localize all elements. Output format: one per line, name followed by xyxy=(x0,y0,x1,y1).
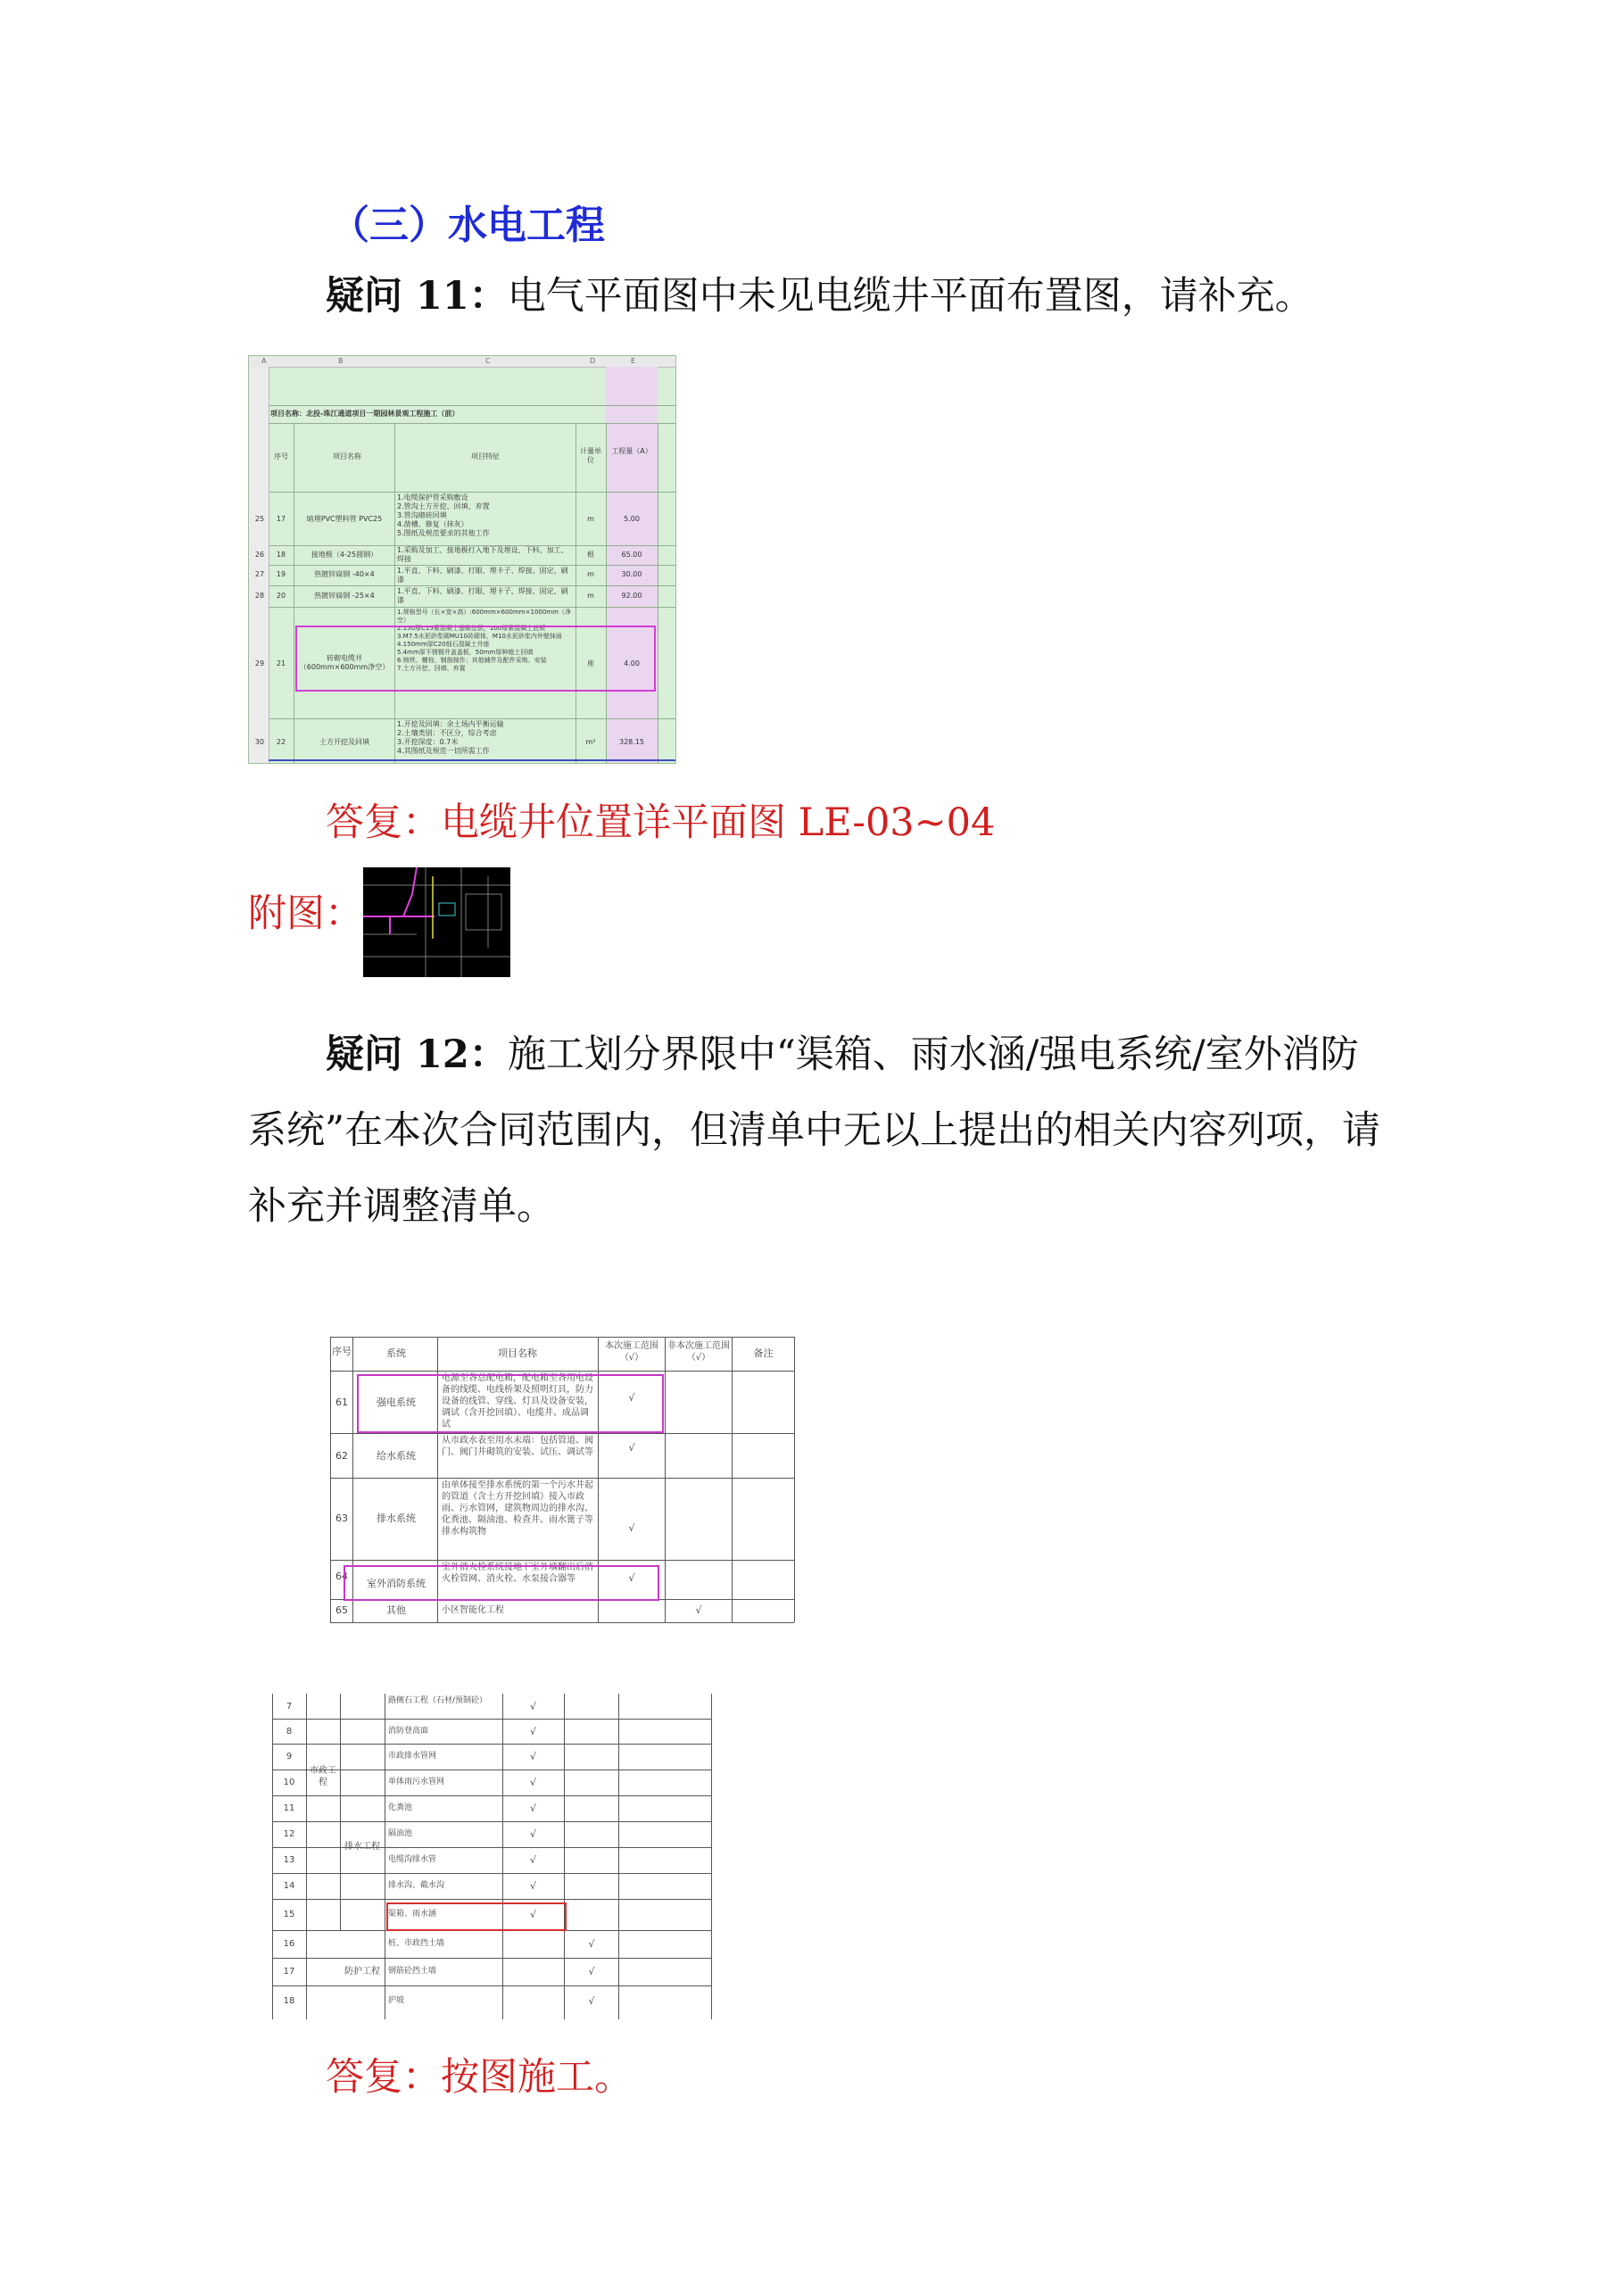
row-unit: m xyxy=(587,570,594,578)
project-name: 项目名称：北投-珠江通道项目一期园林景观工程施工（前） xyxy=(270,410,460,418)
row-unit: m xyxy=(587,515,594,523)
col-b: B xyxy=(338,357,344,365)
row-item: 渠箱、雨水涵 xyxy=(388,1910,437,1919)
row-in: √ xyxy=(628,1442,635,1454)
row-seq: 20 xyxy=(276,592,286,600)
row-item: 室外消火栓系统接地下室外墙翻出后消火栓管网、消火栓、水泵接合器等 xyxy=(442,1562,593,1584)
row-system: 强电系统 xyxy=(377,1397,416,1408)
row-c1: √ xyxy=(529,1854,536,1866)
cad-drawing xyxy=(363,867,510,977)
row-seq: 13 xyxy=(283,1855,295,1865)
row-item: 电源至各总配电箱，配电箱至各用电设备的线缆、电线桥架及照明灯具，防力设备的线管、穿线、灯具及设备安装，调试（含开挖回填）、电缆井、成品调试 xyxy=(442,1373,593,1430)
highlight-box-power xyxy=(357,1374,664,1433)
question-12-text: 施工划分界限中“渠箱、雨水涵/强电系统/室外消防 xyxy=(507,1032,1359,1077)
row-name: 热镀锌扁钢 -25×4 xyxy=(314,592,375,600)
row-c1: √ xyxy=(529,1828,536,1840)
row-system: 排水系统 xyxy=(377,1513,416,1524)
row-item: 由单体接至排水系统的第一个污水井起的管道（含土方开挖回填）接入市政雨、污水管网，建筑物周边的排水沟、化粪池、隔油池、检查井、雨水篦子等排水构筑物 xyxy=(442,1480,593,1537)
row-feature: 1.平直、下料、刷漆、打眼、埋卡子、焊接、固定、刷漆 xyxy=(397,567,568,584)
row-feature: 1.规格型号（长×宽×高）:600mm×600mm×1000mm（净空） 2.150厚C15素混凝土基础垫层，100厚素混凝土底板 3.M7.5水泥砂浆砌MU10砖砌体，M10水泥砂浆内外壁抹面 4.150mm厚C20细石混凝土井座 5.4mm厚不锈钢井盖盖板，50mm厚种植土回填 6.铸铁、螺栓、钢筋制作；其他辅件及配件采购、安装 7.土方开挖、回填、弃置 xyxy=(397,609,571,672)
col-a: A xyxy=(261,357,267,365)
row-c1: √ xyxy=(529,1880,536,1892)
highlight-box-fire xyxy=(344,1565,659,1601)
row-qty: 92.00 xyxy=(621,592,642,600)
row-system: 给水系统 xyxy=(377,1450,416,1462)
row-item: 消防登高面 xyxy=(388,1727,429,1736)
header-seq: 序号 xyxy=(274,452,288,460)
col-d: D xyxy=(590,357,596,365)
scope-table-figure xyxy=(303,1276,821,1642)
row-name: 砖砌电缆井（600mm×600mm净空） xyxy=(299,654,390,671)
row-number: 30 xyxy=(254,738,265,746)
row-number: 29 xyxy=(254,659,265,667)
row-qty: 4.00 xyxy=(624,659,640,667)
row-seq: 16 xyxy=(283,1939,295,1949)
row-number: 26 xyxy=(254,551,265,559)
spreadsheet-figure xyxy=(248,355,676,764)
row-out: √ xyxy=(695,1604,702,1616)
th-out-scope: 非本次施工范围（√） xyxy=(667,1341,730,1363)
col-c: C xyxy=(485,357,491,365)
row-item: 隔油池 xyxy=(388,1829,413,1838)
row-feature: 1.平直、下料、刷漆、打眼、埋卡子、焊接、固定、刷漆 xyxy=(397,587,568,604)
col-e: E xyxy=(631,357,636,365)
header-name: 项目名称 xyxy=(333,452,361,460)
row-in: √ xyxy=(628,1392,635,1404)
row-number-gutter xyxy=(249,367,269,763)
th-in-scope: 本次施工范围（√） xyxy=(605,1341,658,1363)
row-c2: √ xyxy=(588,1938,595,1950)
row-seq: 17 xyxy=(276,515,286,523)
header-qty: 工程量（A） xyxy=(611,447,652,455)
header-unit: 计量单位 xyxy=(580,447,601,464)
row-name: 土方开挖及回填 xyxy=(319,738,369,746)
row-c1: √ xyxy=(529,1751,536,1762)
row-name: 热镀锌扁钢 -40×4 xyxy=(314,570,375,578)
row-number: 28 xyxy=(254,592,265,600)
row-seq: 9 xyxy=(286,1752,293,1761)
row-seq: 18 xyxy=(276,551,286,559)
question-11 xyxy=(326,259,1313,334)
row-seq: 8 xyxy=(286,1727,293,1737)
row-item: 桩、市政挡土墙 xyxy=(388,1939,445,1948)
header-feature: 项目特征 xyxy=(471,452,500,460)
group-municipal: 市政工程 xyxy=(310,1766,336,1787)
row-item: 单体雨污水管网 xyxy=(388,1778,445,1786)
row-c1: √ xyxy=(529,1777,536,1788)
row-seq: 12 xyxy=(283,1829,295,1839)
attached-figure-label: 附图： xyxy=(248,891,363,936)
row-unit: m xyxy=(587,592,594,600)
division-table-figure xyxy=(272,1694,736,2019)
row-item: 电缆沟排水管 xyxy=(388,1855,437,1864)
row-qty: 30.00 xyxy=(621,570,642,578)
row-seq: 18 xyxy=(283,1996,295,2006)
row-c1: √ xyxy=(529,1803,536,1814)
row-system: 室外消防系统 xyxy=(367,1578,426,1589)
highlight-box-culvert xyxy=(386,1902,567,1931)
row-seq: 19 xyxy=(276,570,286,578)
row-seq: 62 xyxy=(335,1450,348,1462)
row-unit: 座 xyxy=(587,659,594,667)
row-unit: m³ xyxy=(585,738,596,746)
row-number: 27 xyxy=(254,570,265,578)
row-number: 25 xyxy=(254,515,265,523)
row-in: √ xyxy=(628,1522,635,1534)
row-seq: 15 xyxy=(283,1910,295,1919)
question-12-line1 xyxy=(326,1017,1396,1092)
row-item: 护坡 xyxy=(388,1996,405,2005)
answer-11: 答复：电缆井位置详平面图 LE-03~04 xyxy=(326,800,996,845)
cad-drawing-thumbnail xyxy=(363,867,510,977)
question-12-line3: 补充并调整清单。 xyxy=(248,1184,555,1229)
group-protection: 防护工程 xyxy=(344,1967,380,1977)
row-name: 暗埋PVC塑料管 PVC25 xyxy=(306,515,383,523)
section-title: （三）水电工程 xyxy=(330,203,605,248)
row-item: 路侧石工程（石材/预制砼） xyxy=(388,1696,488,1705)
question-12-line2: 系统”在本次合同范围内，但清单中无以上提出的相关内容列项，请 xyxy=(248,1108,1380,1153)
row-qty: 5.00 xyxy=(624,515,640,523)
row-seq: 65 xyxy=(335,1604,348,1616)
row-seq: 14 xyxy=(283,1881,295,1891)
answer-12: 答复：按图施工。 xyxy=(326,2055,633,2100)
row-item: 小区智能化工程 xyxy=(442,1605,504,1615)
row-c1: √ xyxy=(529,1909,536,1920)
th-remark: 备注 xyxy=(753,1347,774,1359)
row-seq: 22 xyxy=(276,738,286,746)
row-seq: 7 xyxy=(286,1702,293,1712)
row-qty: 65.00 xyxy=(621,551,642,559)
row-c1: √ xyxy=(529,1701,536,1712)
row-item: 钢筋砼挡土墙 xyxy=(388,1967,437,1976)
row-item: 化粪池 xyxy=(388,1803,413,1812)
question-11-text: 电气平面图中未见电缆井平面布置图，请补充。 xyxy=(507,274,1313,319)
row-seq: 61 xyxy=(335,1397,348,1408)
row-in: √ xyxy=(628,1572,635,1584)
row-name: 接地极（4-25圆钢） xyxy=(311,551,378,559)
row-seq: 17 xyxy=(283,1967,295,1977)
row-c1: √ xyxy=(529,1726,536,1737)
row-feature: 1.开挖及回填：余土场内平衡运输 2.土壤类别：不区分，综合考虑 3.开挖深度：0.7米 4.其图纸及规范一切所需工作 xyxy=(397,720,504,755)
row-item: 市政排水管网 xyxy=(388,1752,437,1761)
row-qty: 328.15 xyxy=(619,738,644,746)
row-feature: 1.电缆保护管采购敷设 2.管沟土方开挖、回填、弃置 3.管沟砌砖回填 4.凿槽、修复（抹灰） 5.图纸及规范要求的其他工作 xyxy=(397,493,490,537)
row-c2: √ xyxy=(588,1995,595,2007)
row-seq: 10 xyxy=(283,1778,295,1787)
row-seq: 63 xyxy=(335,1513,348,1524)
question-11-label: 疑问 11： xyxy=(326,274,508,319)
row-seq: 11 xyxy=(283,1803,295,1813)
row-seq: 21 xyxy=(276,659,286,667)
row-item: 排水沟、截水沟 xyxy=(388,1881,445,1890)
row-seq: 64 xyxy=(335,1571,348,1582)
th-item: 项目名称 xyxy=(498,1347,537,1359)
group-drainage: 排水工程 xyxy=(344,1842,380,1852)
row-unit: 根 xyxy=(587,551,594,559)
row-feature: 1.采购及加工、接地极打入地下及埋设、下料、加工、焊接 xyxy=(397,546,568,563)
highlight-box xyxy=(295,626,656,692)
th-seq: 序号 xyxy=(332,1346,352,1357)
th-system: 系统 xyxy=(386,1347,406,1359)
question-12-label: 疑问 12： xyxy=(326,1032,508,1077)
row-c2: √ xyxy=(588,1966,595,1977)
row-system: 其他 xyxy=(386,1604,406,1616)
row-item: 从市政水表至用水末端：包括管道、阀门、阀门井砌筑的安装、试压、调试等 xyxy=(442,1436,593,1457)
